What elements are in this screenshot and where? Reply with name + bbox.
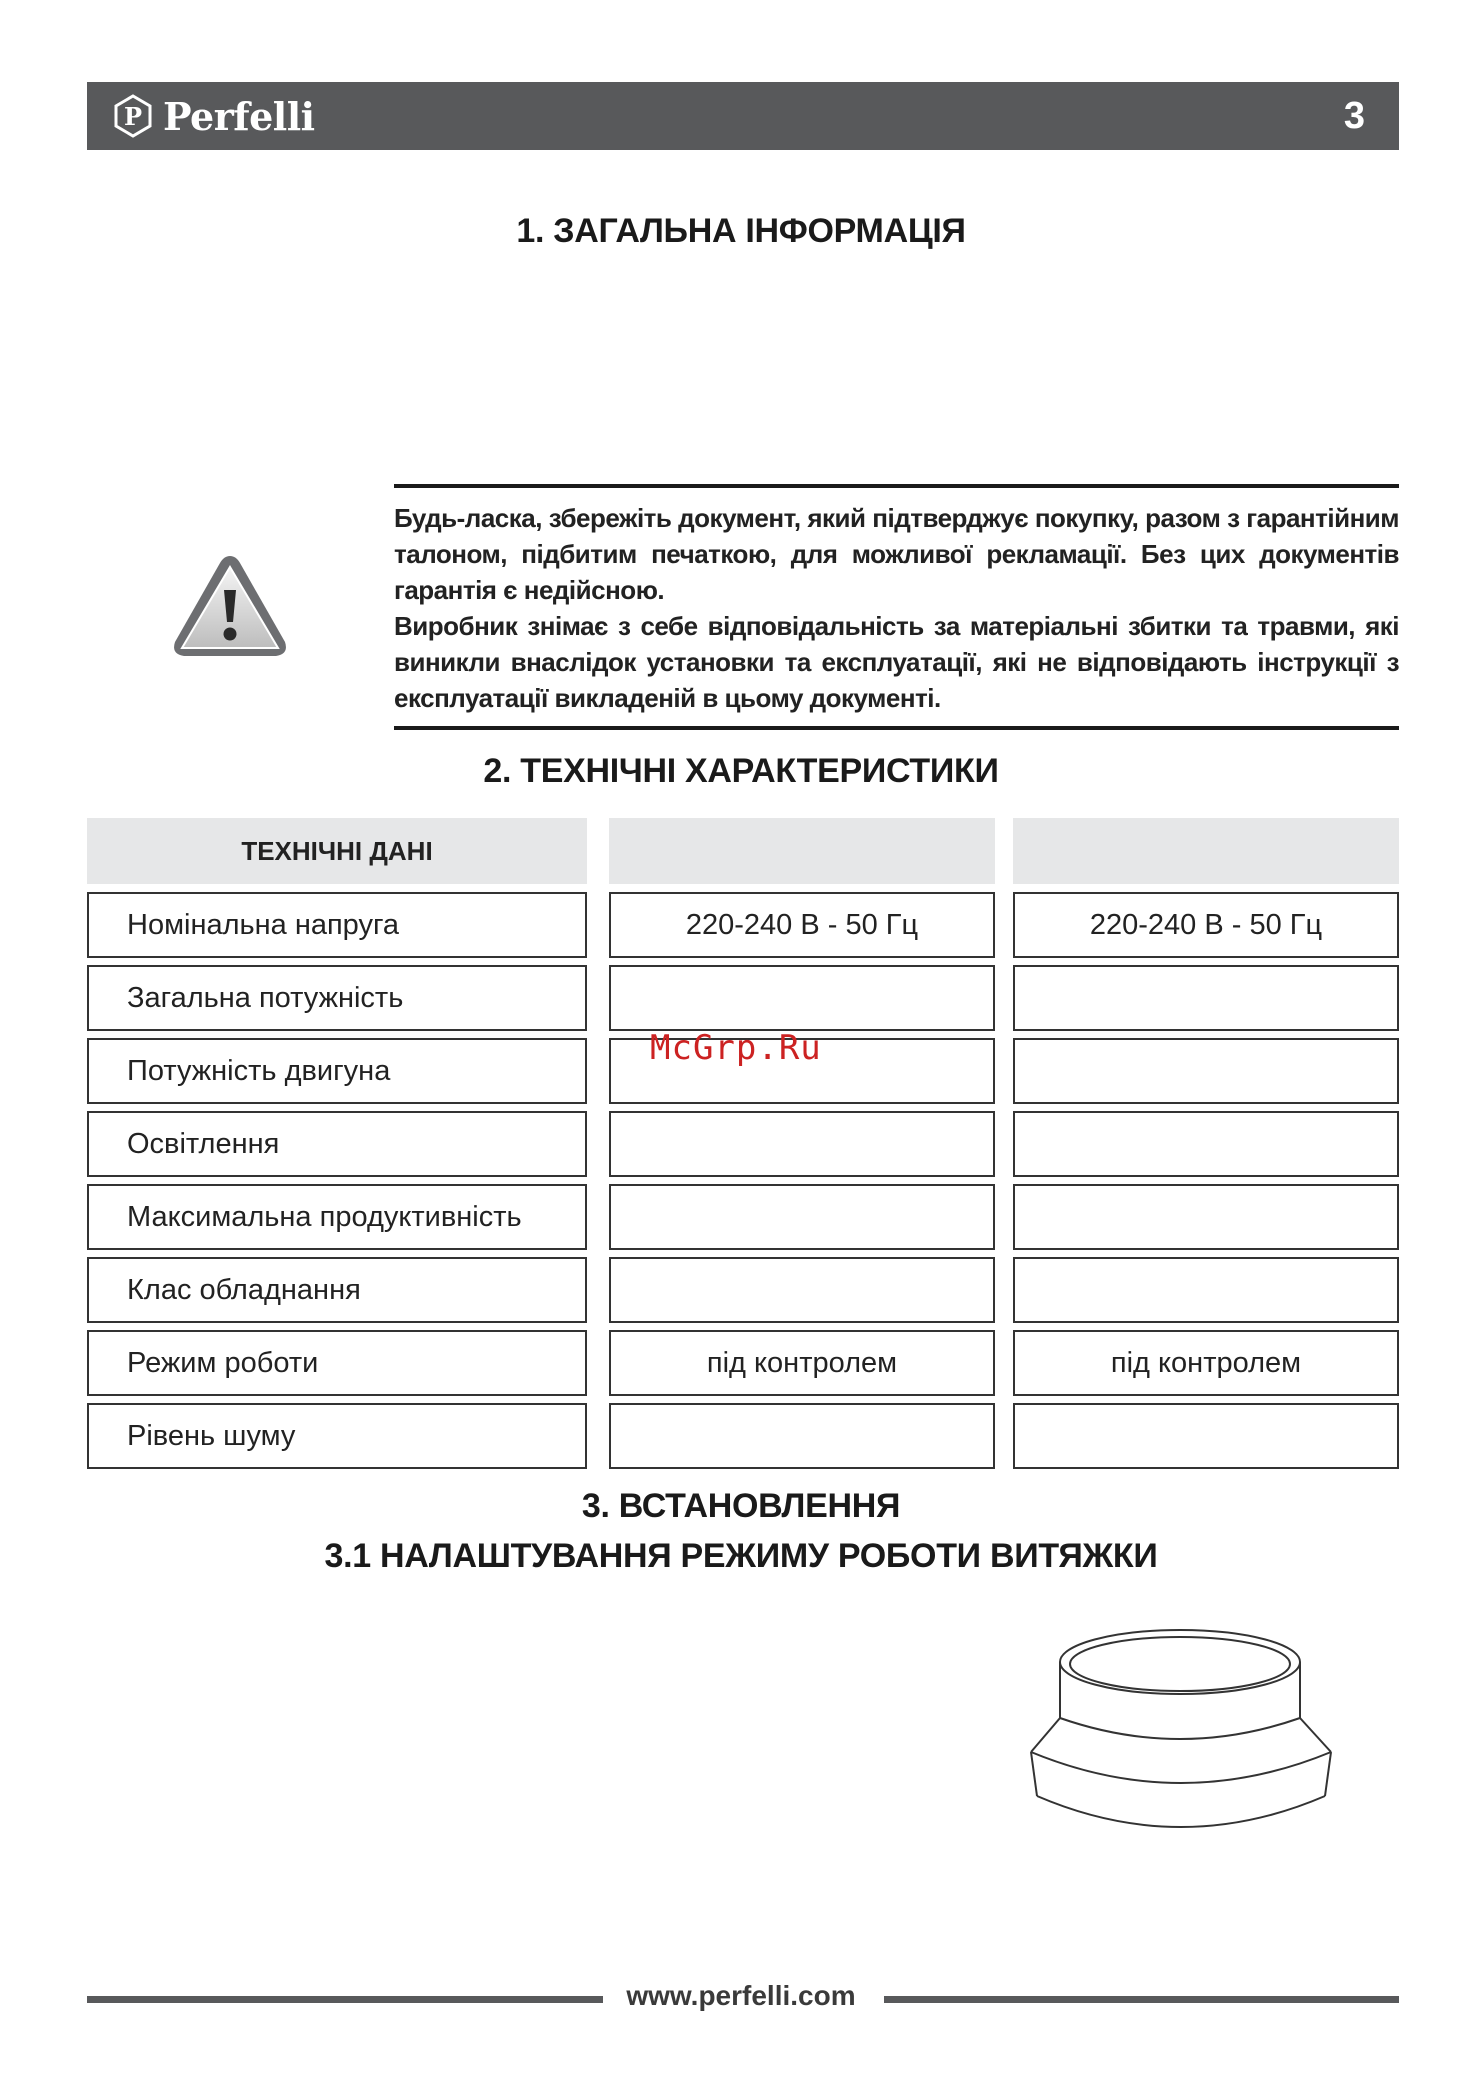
warning-text [394, 500, 1399, 716]
warning-bottom-rule [394, 726, 1399, 730]
section-title-install: 3. ВСТАНОВЛЕННЯ [581, 1487, 901, 1525]
warning-paragraph-2: Виробник знімає з себе відповідальність за матеріальні збитки та травми, які виникли внаслідок установки та експлуатації, які не відповідають інструкції з експлуатації викладеній в цьому документі. [394, 611, 1399, 713]
table-cell-col1 [609, 1111, 995, 1177]
footer-rule-right [884, 1996, 1399, 2003]
brand-logo [111, 94, 315, 139]
footer-website-link[interactable]: www.perfelli.com [626, 1980, 856, 2011]
svg-text:P: P [123, 102, 143, 131]
table-cell-col2 [1013, 965, 1399, 1031]
table-cell-col2 [1013, 1403, 1399, 1469]
table-row-label: Режим роботи [87, 1330, 587, 1396]
table-row-label: Потужність двигуна [87, 1038, 587, 1104]
table-row-label: Номінальна напруга [87, 892, 587, 958]
table-cell-col1 [609, 1403, 995, 1469]
table-cell-col2: під контролем [1013, 1330, 1399, 1396]
table-cell-col2 [1013, 1038, 1399, 1104]
warning-paragraph-1: Будь-ласка, збережіть документ, який підтверджує покупку, разом з гарантійним талоном, підбитим печаткою, для можливої рекламації. Без цих документів гарантія є недійсною. [394, 503, 1399, 605]
table-cell-col1 [609, 1184, 995, 1250]
table-cell-col1 [609, 1257, 995, 1323]
page-number: 3 [1343, 94, 1365, 137]
section-title-tech: 2. ТЕХНІЧНІ ХАРАКТЕРИСТИКИ [483, 752, 999, 790]
table-header-col2 [1013, 818, 1399, 884]
duct-adapter-illustration [1025, 1620, 1345, 1860]
table-header-label: ТЕХНІЧНІ ДАНІ [87, 818, 587, 884]
table-cell-col1 [609, 965, 995, 1031]
header-bar [87, 82, 1399, 150]
table-row-label: Рівень шуму [87, 1403, 587, 1469]
table-row-label: Освітлення [87, 1111, 587, 1177]
table-cell-col2: 220-240 В - 50 Гц [1013, 892, 1399, 958]
section-subtitle-mode: 3.1 НАЛАШТУВАННЯ РЕЖИМУ РОБОТИ ВИТЯЖКИ [324, 1537, 1158, 1575]
table-row-label: Клас обладнання [87, 1257, 587, 1323]
table-cell-col2 [1013, 1111, 1399, 1177]
table-row-label: Загальна потужність [87, 965, 587, 1031]
watermark: McGrp.Ru [650, 1028, 822, 1068]
table-cell-col1: 220-240 В - 50 Гц [609, 892, 995, 958]
table-header-col1 [609, 818, 995, 884]
table-cell-col2 [1013, 1184, 1399, 1250]
warning-top-rule [394, 484, 1399, 488]
table-row-label: Максимальна продуктивність [87, 1184, 587, 1250]
table-cell-col1: під контролем [609, 1330, 995, 1396]
perfelli-logo-icon [111, 94, 155, 138]
brand-name: Perfelli [163, 93, 315, 139]
section-title-general: 1. ЗАГАЛЬНА ІНФОРМАЦІЯ [516, 212, 966, 250]
warning-triangle-icon [168, 550, 292, 662]
table-cell-col2 [1013, 1257, 1399, 1323]
